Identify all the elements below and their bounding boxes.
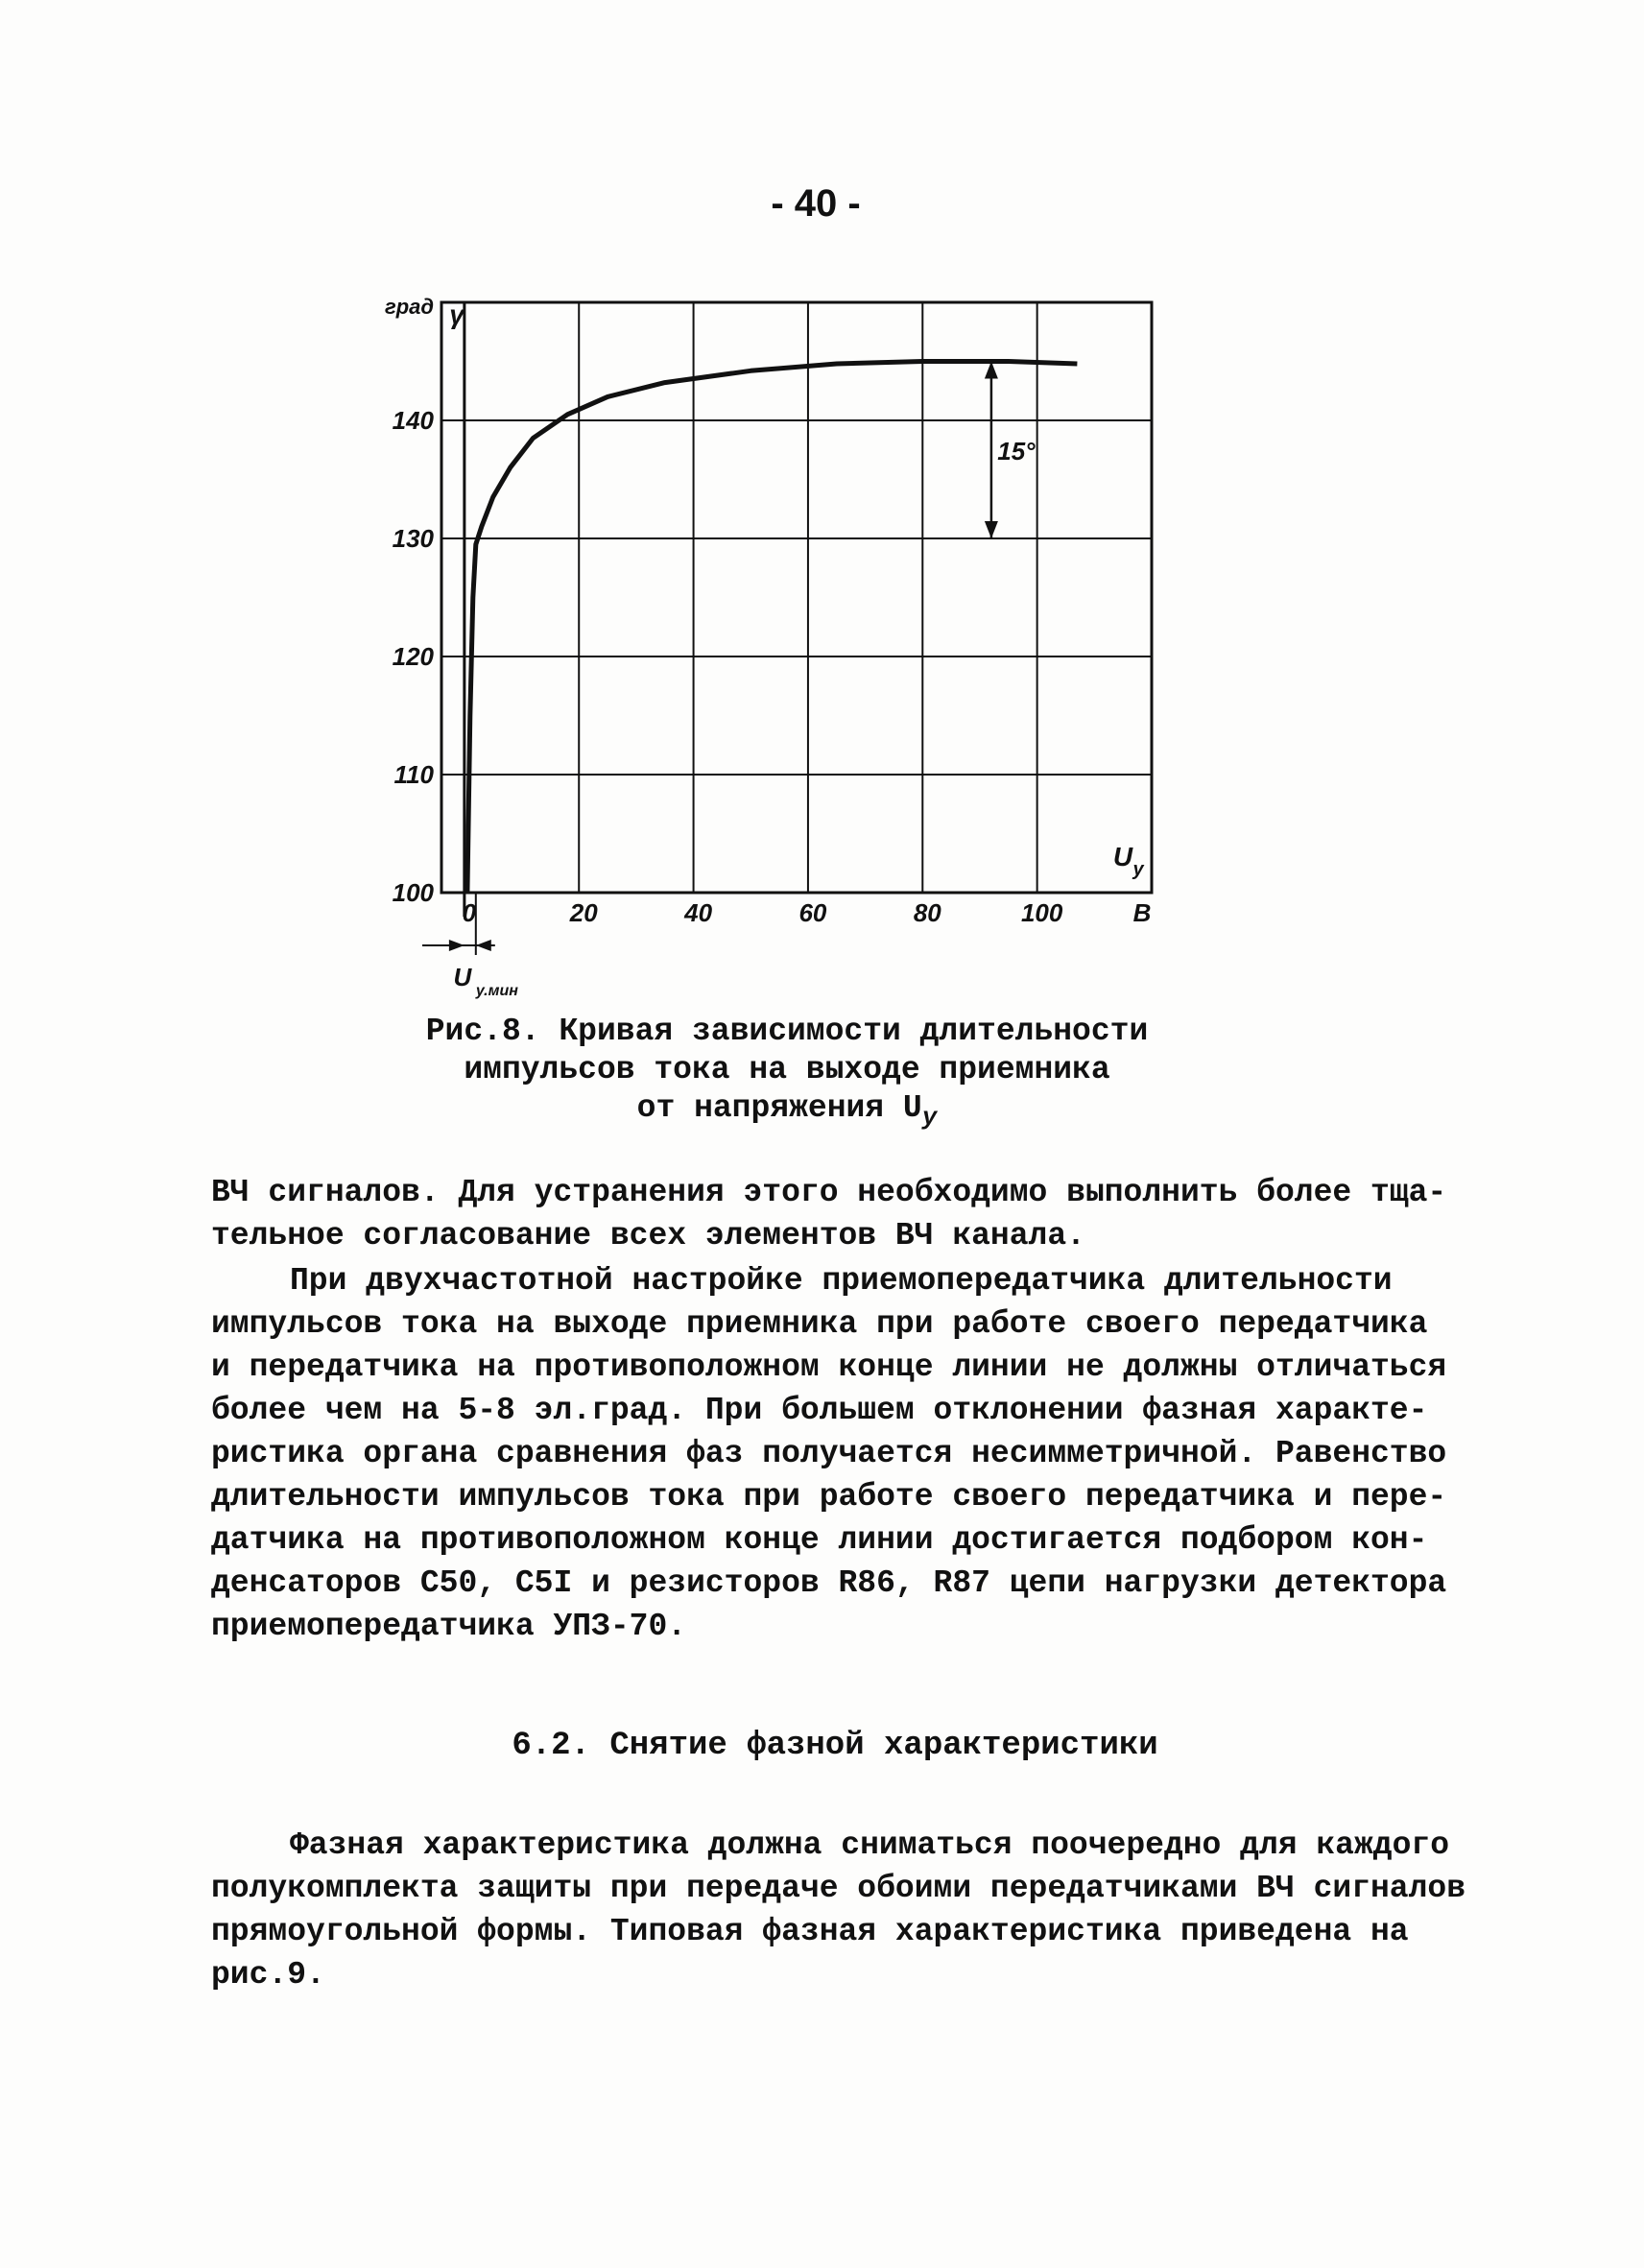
section-heading: 6.2. Снятие фазной характеристики	[512, 1728, 1158, 1764]
x-tick-label: 20	[569, 898, 598, 927]
paragraph-2-line: приемопередатчика УПЗ-70.	[211, 1609, 687, 1644]
paragraph-2-line: и передатчика на противоположном конце линии не должны отличаться	[211, 1349, 1447, 1385]
dimension-arrowhead-bottom	[985, 521, 998, 538]
paragraph-3-line: Фазная характеристика должна сниматься поочередно для каждого	[290, 1827, 1449, 1863]
min-voltage-label: U	[453, 963, 472, 991]
paragraph-2-line: При двухчастотной настройке приемопередатчика длительности	[290, 1263, 1393, 1299]
caption-line-3-text: от напряжения U	[636, 1090, 922, 1126]
caption-subscript: у	[921, 1103, 938, 1132]
caption-line-3	[307, 1089, 1267, 1136]
y-tick-label: 110	[393, 760, 434, 789]
y-axis-unit-label: град	[384, 295, 434, 319]
x-tick-label: 60	[798, 898, 827, 927]
x-unit-label: В	[1132, 898, 1152, 927]
paragraph-2-line: денсаторов С50, С5I и резисторов R86, R87 цепи нагрузки детектора	[211, 1565, 1447, 1601]
data-curve	[467, 362, 1078, 894]
paragraph-3-line: прямоугольной формы. Типовая фазная характеристика приведена на	[211, 1914, 1409, 1949]
paragraph-1-line: ВЧ сигналов. Для устранения этого необходимо выполнить более тща-	[211, 1175, 1447, 1210]
paragraph-2-line: более чем на 5-8 эл.град. При большем отклонении фазная характе-	[211, 1393, 1428, 1428]
dimension-label: 15°	[997, 436, 1036, 466]
paragraph-1	[211, 1171, 1478, 1257]
figure-8-chart	[365, 278, 1228, 1008]
paragraph-3-line: полукомплекта защиты при передаче обоими передатчиками ВЧ сигналов	[211, 1871, 1466, 1906]
x-tick-label: 80	[913, 898, 941, 927]
y-tick-label: 140	[392, 406, 434, 435]
paragraph-1-line: тельное согласование всех элементов ВЧ канала.	[211, 1218, 1085, 1253]
x-tick-label: 100	[1020, 898, 1063, 927]
figure-caption	[307, 1013, 1267, 1136]
paragraph-2-line: импульсов тока на выходе приемника при работе своего передатчика	[211, 1306, 1428, 1342]
paragraph-2-line: датчика на противоположном конце линии достигается подбором кон-	[211, 1522, 1428, 1558]
paragraph-3	[211, 1824, 1478, 1996]
x-axis-label-subscript: у	[1132, 859, 1144, 880]
caption-line-2: импульсов тока на выходе приемника	[464, 1052, 1110, 1087]
y-tick-label: 130	[392, 524, 434, 553]
x-tick-label: 0	[462, 898, 477, 927]
min-voltage-arrowhead-left	[449, 940, 465, 951]
page-number: - 40 -	[771, 182, 861, 225]
dimension-arrowhead-top	[985, 362, 998, 379]
caption-line-1: Рис.8. Кривая зависимости длительности	[425, 1014, 1149, 1049]
min-voltage-arrowhead-right	[476, 940, 491, 951]
plot-frame	[441, 302, 1152, 893]
y-axis-symbol: γ	[449, 299, 465, 329]
x-axis-label: U	[1112, 842, 1133, 871]
y-tick-label: 120	[392, 642, 434, 671]
paragraph-2	[211, 1259, 1478, 1648]
x-tick-label: 40	[684, 898, 713, 927]
min-voltage-label-subscript: у.мин	[475, 983, 518, 999]
paragraph-2-line: длительности импульсов тока при работе своего передатчика и пере-	[211, 1479, 1447, 1515]
paragraph-2-line: ристика органа сравнения фаз получается несимметричной. Равенство	[211, 1436, 1447, 1471]
y-tick-label: 100	[392, 878, 434, 907]
paragraph-3-line: рис.9.	[211, 1957, 325, 1993]
